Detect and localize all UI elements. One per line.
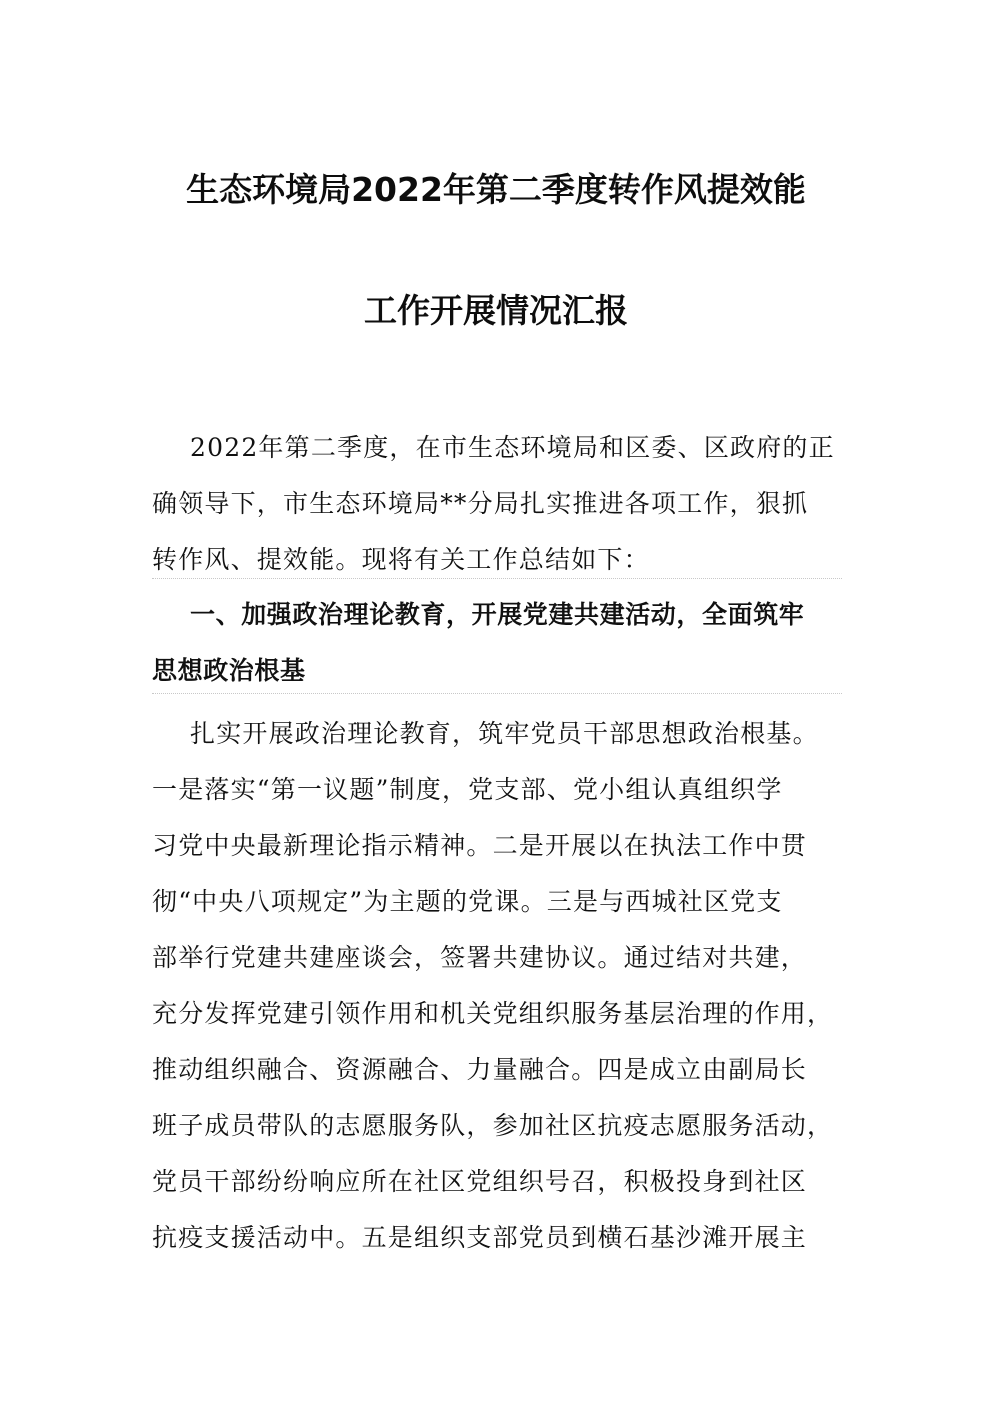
body-line: 习党中央最新理论指示精神。二是开展以在执法工作中贯	[152, 831, 808, 860]
section-heading-line: 思想政治根基	[152, 656, 306, 685]
body-line: 彻“中央八项规定”为主题的党课。三是与西城社区党支	[152, 887, 783, 916]
body-line: 一是落实“第一议题”制度，党支部、党小组认真组织学	[152, 775, 783, 804]
paragraph-divider	[152, 578, 842, 579]
body-line: 充分发挥党建引领作用和机关党组织服务基层治理的作用，	[152, 999, 834, 1028]
document-title-line-1: 生态环境局2022年第二季度转作风提效能	[186, 170, 806, 209]
section-heading-line: 一、加强政治理论教育，开展党建共建活动，全面筑牢	[190, 600, 805, 629]
intro-line: 转作风、提效能。现将有关工作总结如下：	[152, 545, 650, 574]
section-1-heading	[152, 587, 842, 699]
body-line: 部举行党建共建座谈会，签署共建协议。通过结对共建，	[152, 943, 808, 972]
section-1-body	[152, 706, 842, 1266]
paragraph-divider	[152, 693, 842, 694]
intro-paragraph	[152, 420, 842, 588]
body-line: 班子成员带队的志愿服务队，参加社区抗疫志愿服务活动，	[152, 1111, 834, 1140]
body-line: 推动组织融合、资源融合、力量融合。四是成立由副局长	[152, 1055, 808, 1084]
document-title-line-2: 工作开展情况汇报	[364, 291, 628, 330]
body-line: 扎实开展政治理论教育，筑牢党员干部思想政治根基。	[190, 719, 819, 748]
body-line: 抗疫支援活动中。五是组织支部党员到横石基沙滩开展主	[152, 1223, 808, 1252]
intro-line: 2022年第二季度，在市生态环境局和区委、区政府的正	[190, 433, 835, 462]
body-line: 党员干部纷纷响应所在社区党组织号召，积极投身到社区	[152, 1167, 808, 1196]
intro-line: 确领导下，市生态环境局**分局扎实推进各项工作，狠抓	[152, 489, 809, 518]
